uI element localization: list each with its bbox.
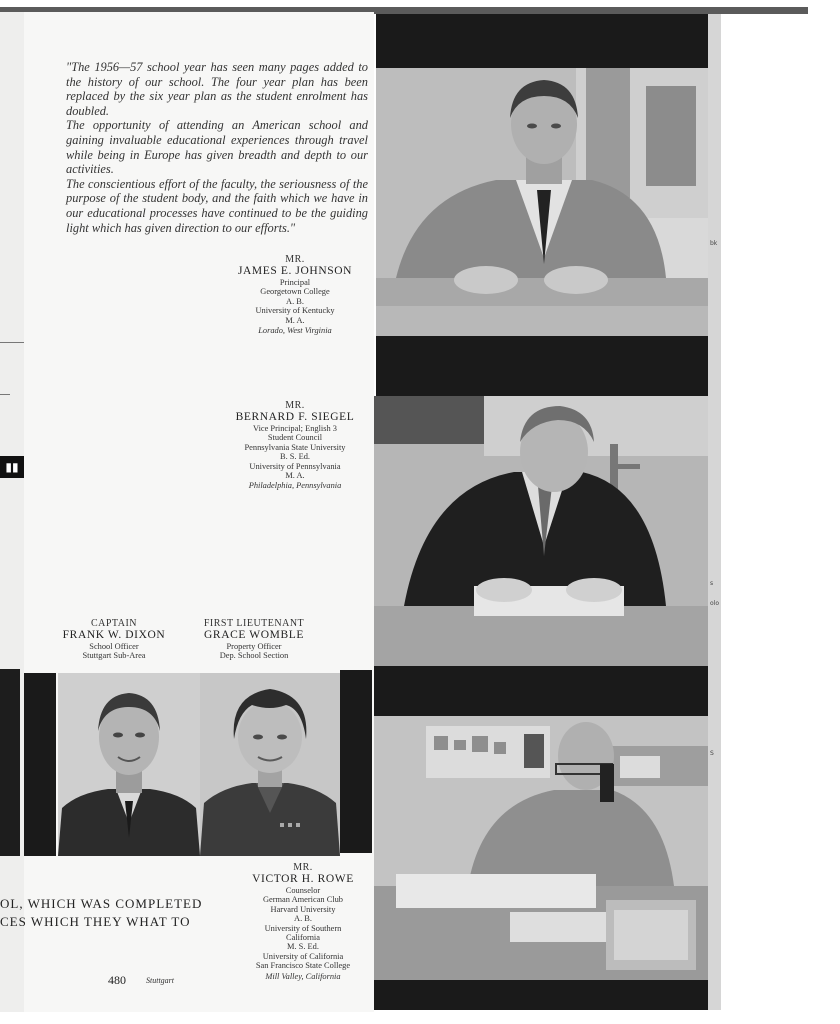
quote-paragraph: The opportunity of attending an American school and gaining invaluable educational experiences through travel while being in Europe has given breadth and depth to our activities. xyxy=(66,118,368,177)
hometown: Philadelphia, Pennsylvania xyxy=(248,481,342,491)
photo-border xyxy=(374,980,709,1010)
caption-siegel xyxy=(232,400,358,492)
quote-paragraph: "The 1956—57 school year has seen many pages added to the history of our school. The four year plan has been replaced by the six year plan as the student enrolment has doubled. xyxy=(66,60,368,118)
person-name: JAMES E. JOHNSON xyxy=(237,265,353,277)
credential-line: University of California xyxy=(262,951,344,961)
previous-page-rule xyxy=(0,394,10,395)
page-label: Stuttgart xyxy=(146,976,175,985)
previous-page-rule xyxy=(0,342,24,343)
person-name: VICTOR H. ROWE xyxy=(252,873,354,885)
credential-line: Stuttgart Sub-Area xyxy=(82,651,146,661)
next-page-edge xyxy=(708,14,721,1010)
person-name: FRANK W. DIXON xyxy=(62,629,166,641)
photo-border xyxy=(340,670,372,853)
rank: CAPTAIN xyxy=(90,618,138,629)
person-name: BERNARD F. SIEGEL xyxy=(235,411,355,423)
credential-line: San Francisco State College xyxy=(255,961,351,971)
photo-rowe xyxy=(374,716,709,980)
rank: FIRST LIEUTENANT xyxy=(203,618,305,629)
portrait-dixon xyxy=(58,673,200,856)
credential-line: Counselor xyxy=(285,886,321,895)
photo-border xyxy=(376,14,709,68)
credential-line: Vice Principal; English 3 xyxy=(253,424,337,433)
next-page-fragment: bk xyxy=(710,240,718,247)
photo-border xyxy=(24,673,56,856)
caption-johnson xyxy=(232,254,358,337)
next-page-fragment: s xyxy=(710,580,714,587)
person-name: GRACE WOMBLE xyxy=(204,629,304,641)
credential-line: School Officer xyxy=(89,642,139,651)
credential-line: M. A. xyxy=(285,315,305,325)
credential-line: M. S. Ed. xyxy=(287,942,319,952)
honorific: MR. xyxy=(285,400,305,411)
credential-line: Georgetown College xyxy=(260,287,330,297)
credential-line: Pennsylvania State University xyxy=(244,442,346,452)
credential-line: A. B. xyxy=(294,914,312,924)
photo-siegel xyxy=(374,396,709,666)
caption-dixon xyxy=(52,618,176,661)
quote-paragraph: The conscientious effort of the faculty, the seriousness of the purpose of the student body, and the faith which we have in our educational processes have continued to be the guiding light which has given direction to our efforts." xyxy=(66,176,368,235)
credential-line: M. A. xyxy=(285,471,305,481)
credential-line: German American Club xyxy=(262,895,343,905)
credential-line: Dep. School Section xyxy=(219,651,289,661)
hometown: Lorado, West Virginia xyxy=(258,326,332,336)
photo-border xyxy=(374,666,709,716)
credential-line: B. S. Ed. xyxy=(279,452,311,462)
honorific: MR. xyxy=(285,254,305,265)
next-page-fragment: olo xyxy=(710,600,720,607)
credential-line: University of Southern xyxy=(264,923,342,933)
next-page-fragment: S xyxy=(710,750,714,757)
credential-line: Student Council xyxy=(267,433,323,443)
credential-line: A. B. xyxy=(286,296,304,306)
previous-page-photo-edge xyxy=(0,669,20,856)
credential-line: California xyxy=(286,933,320,943)
previous-page-text-fragment: CES WHICH THEY WHAT TO xyxy=(0,914,191,929)
previous-page-edge xyxy=(0,12,24,1012)
honorific: MR. xyxy=(293,862,313,873)
principal-quote xyxy=(66,60,368,235)
credential-line: University of Kentucky xyxy=(255,306,335,316)
hometown: Mill Valley, California xyxy=(265,971,341,981)
credential-line: Principal xyxy=(279,278,311,287)
credential-line: Harvard University xyxy=(270,904,336,914)
page-number: 480 xyxy=(108,973,126,987)
photo-johnson xyxy=(376,68,709,336)
previous-page-text-fragment: OL, WHICH WAS COMPLETED xyxy=(0,896,203,911)
caption-womble xyxy=(192,618,316,661)
caption-rowe xyxy=(236,862,370,983)
credential-line: Property Officer xyxy=(226,642,282,651)
portrait-womble xyxy=(200,673,340,856)
credential-line: University of Pennsylvania xyxy=(249,461,341,471)
previous-page-icon: ▮▮ xyxy=(0,456,24,478)
photo-border xyxy=(376,336,709,396)
